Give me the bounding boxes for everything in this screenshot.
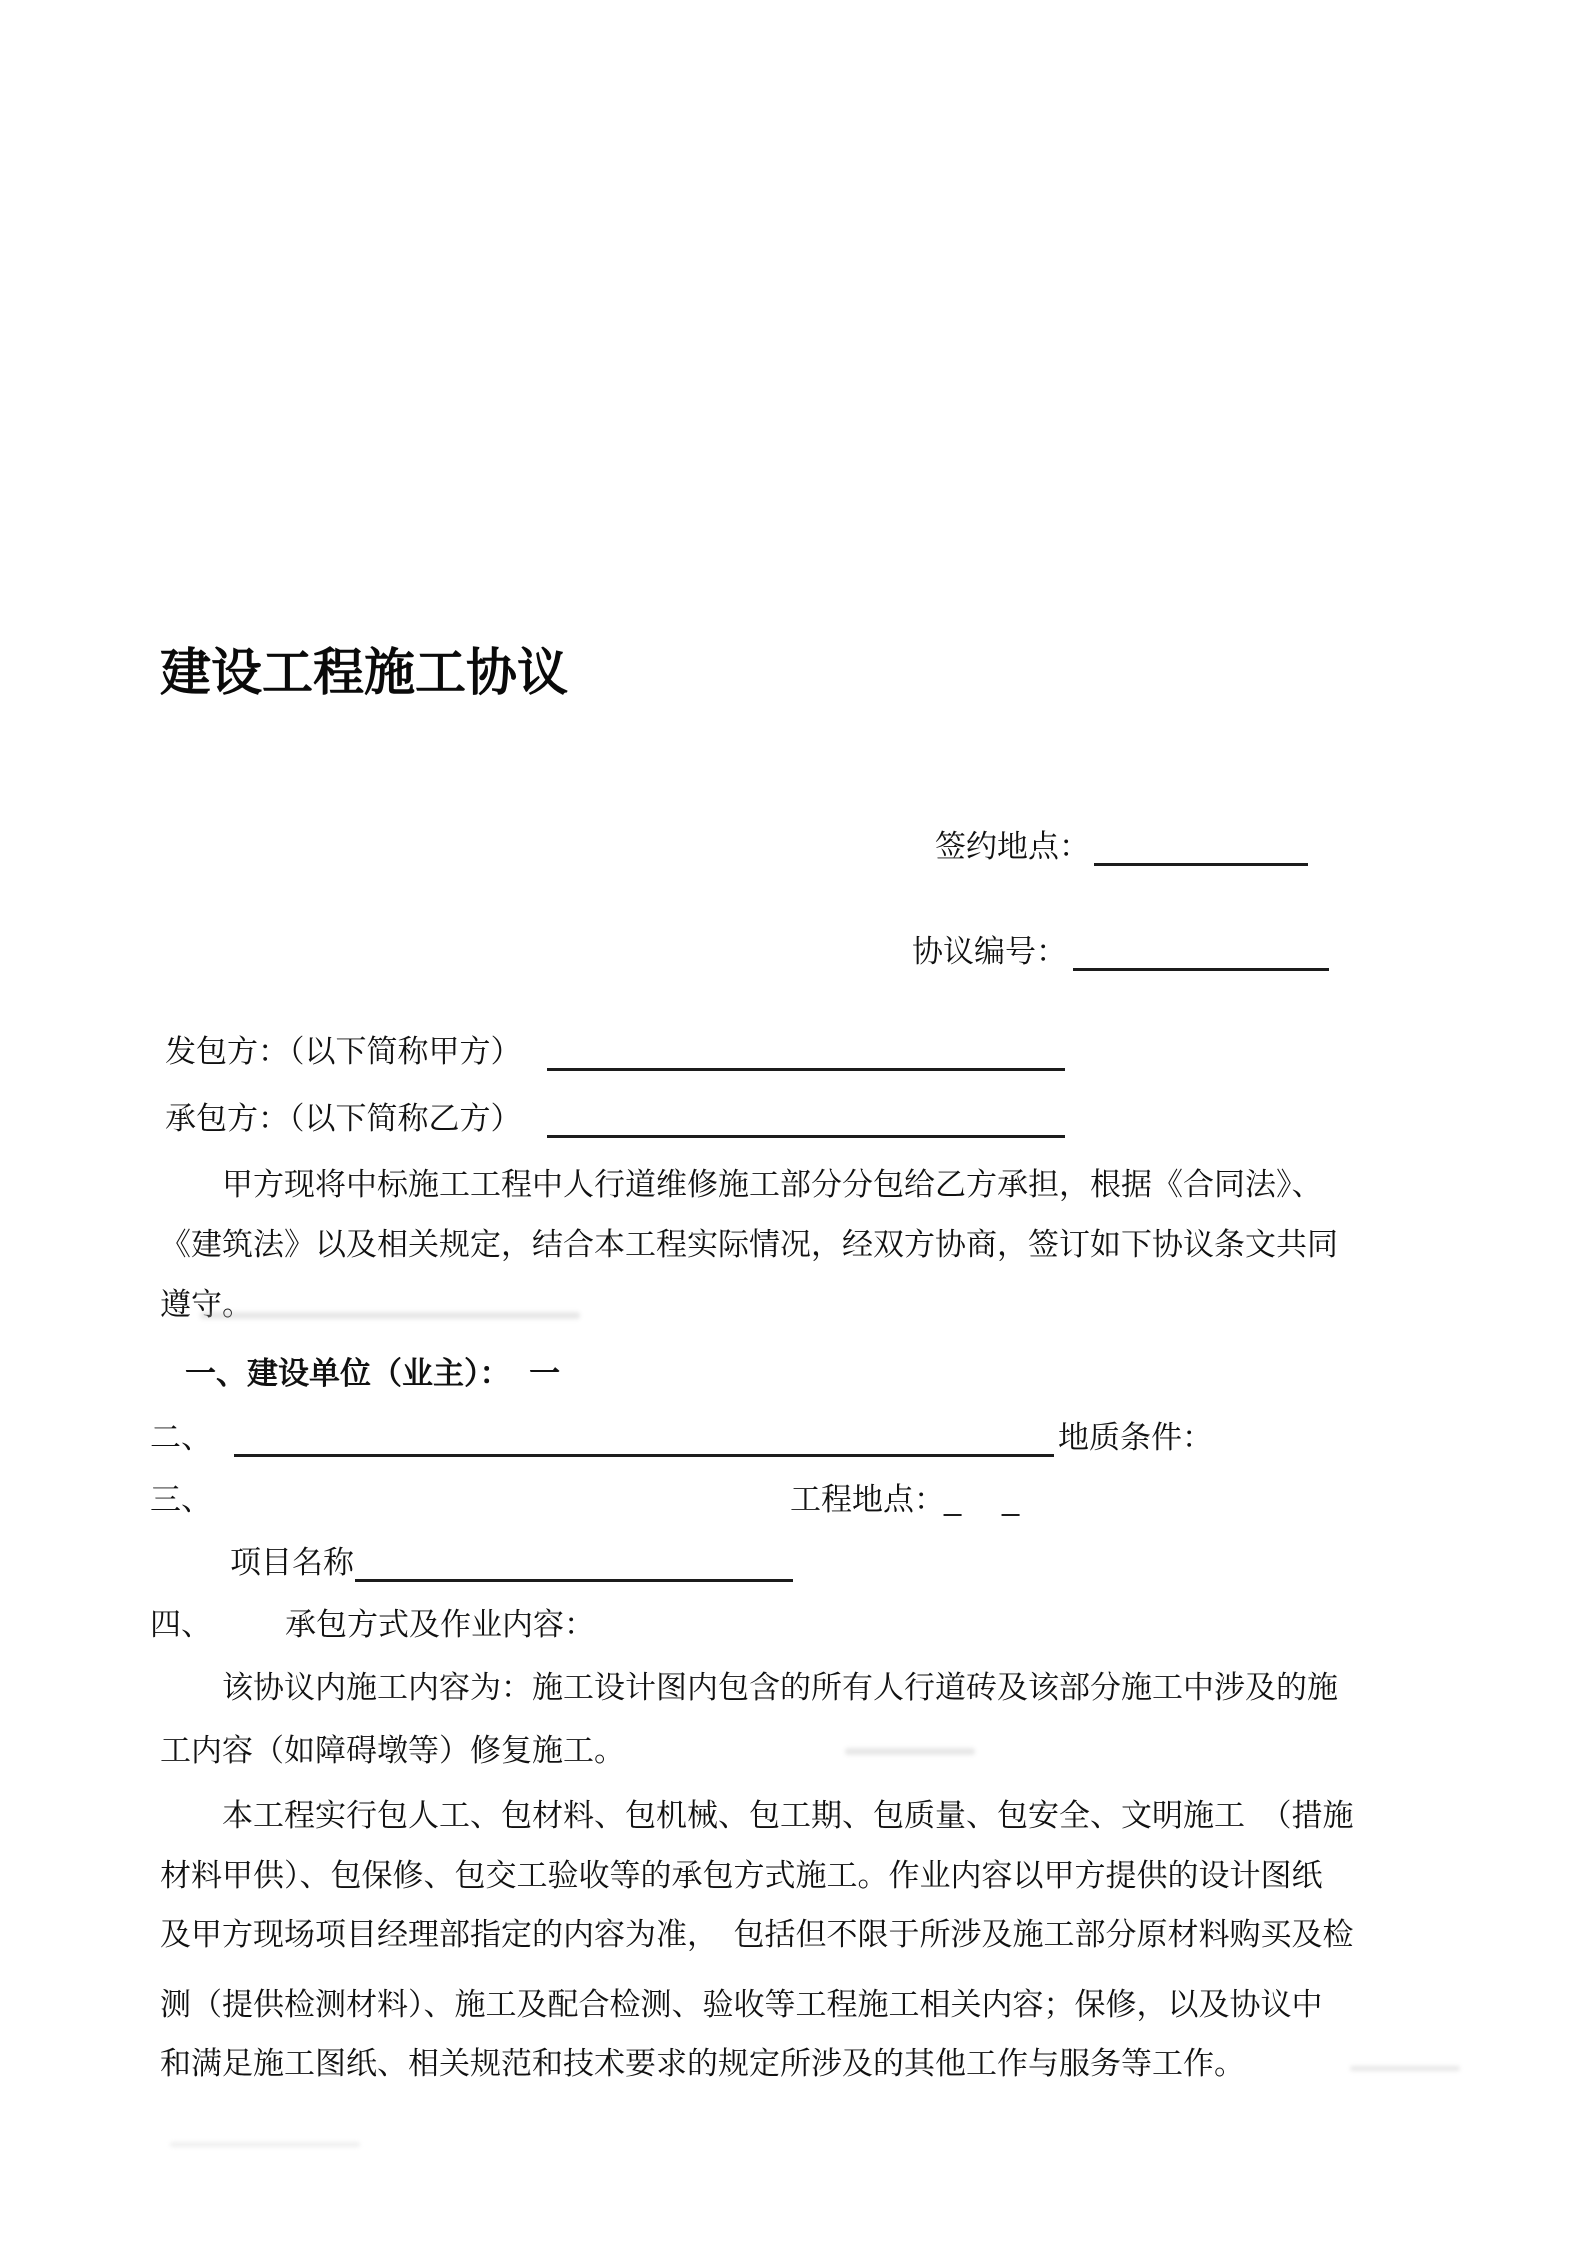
- clause-four-label: 四、: [150, 1607, 212, 1642]
- terms-line: 及甲方现场项目经理部指定的内容为准， 包括但不限于所涉及施工部分原材料购买及检: [160, 1917, 1354, 1952]
- project-name-label: 项目名称: [230, 1545, 354, 1580]
- project-name-blank: [355, 1543, 793, 1582]
- geology-label: 地质条件：: [1058, 1420, 1213, 1455]
- scope-line: 工内容（如障碍墩等）修复施工。: [160, 1733, 625, 1768]
- scan-artifact: [845, 1748, 975, 1755]
- clause-four-line: [150, 1603, 595, 1647]
- clause-one-dash: 一: [529, 1356, 561, 1391]
- agreement-no-label: 协议编号：: [912, 934, 1067, 969]
- scan-artifact: [170, 2142, 360, 2147]
- project-name-line: [230, 1541, 354, 1585]
- preamble-line: 甲方现将中标施工工程中人行道维修施工部分分包给乙方承担，根据《合同法》、: [222, 1167, 1323, 1202]
- sign-location-label: 签约地点：: [935, 829, 1090, 864]
- scope-line: 该协议内施工内容为：施工设计图内包含的所有人行道砖及该部分施工中涉及的施: [222, 1670, 1338, 1705]
- clause-four-title: 承包方式及作业内容：: [285, 1607, 595, 1642]
- site-blank-2: _: [1002, 1482, 1020, 1517]
- sign-location-line: [935, 825, 1090, 869]
- clause-three-label: 三、: [150, 1482, 212, 1517]
- site-label: 工程地点：: [790, 1482, 945, 1517]
- party-a-blank: [547, 1032, 1065, 1071]
- preamble-line: 遵守。: [160, 1287, 253, 1322]
- party-b-label: 承包方：（以下简称乙方）: [165, 1101, 522, 1136]
- site-blank-1: _: [944, 1482, 962, 1517]
- preamble-line: 《建筑法》以及相关规定，结合本工程实际情况，经双方协商，签订如下协议条文共同: [160, 1227, 1338, 1262]
- document-title: 建设工程施工协议: [160, 644, 569, 702]
- clause-two-label: 二、: [150, 1420, 212, 1455]
- agreement-no-line: [912, 930, 1067, 974]
- terms-line: 本工程实行包人工、包材料、包机械、包工期、包质量、包安全、文明施工 （措施: [222, 1798, 1354, 1833]
- terms-line: 材料甲供）、包保修、包交工验收等的承包方式施工。作业内容以甲方提供的设计图纸: [160, 1858, 1323, 1893]
- clause-two-line: [150, 1416, 1450, 1460]
- clause-one-label: 一、建设单位（业主）：: [185, 1356, 511, 1391]
- party-b-blank: [547, 1099, 1065, 1138]
- party-a-label: 发包方：（以下简称甲方）: [165, 1034, 522, 1069]
- clause-three-line: [150, 1478, 1450, 1522]
- clause-two-blank: [234, 1418, 1054, 1457]
- clause-one-line: [185, 1352, 560, 1396]
- scan-artifact: [1350, 2066, 1460, 2071]
- party-b-line: [165, 1097, 522, 1141]
- party-a-line: [165, 1030, 522, 1074]
- sign-location-blank: [1094, 827, 1308, 866]
- terms-line: 和满足施工图纸、相关规范和技术要求的规定所涉及的其他工作与服务等工作。: [160, 2046, 1245, 2081]
- terms-line: 测（提供检测材料）、施工及配合检测、验收等工程施工相关内容；保修，以及协议中: [160, 1987, 1323, 2022]
- scan-artifact: [200, 1312, 580, 1319]
- agreement-no-blank: [1073, 932, 1329, 971]
